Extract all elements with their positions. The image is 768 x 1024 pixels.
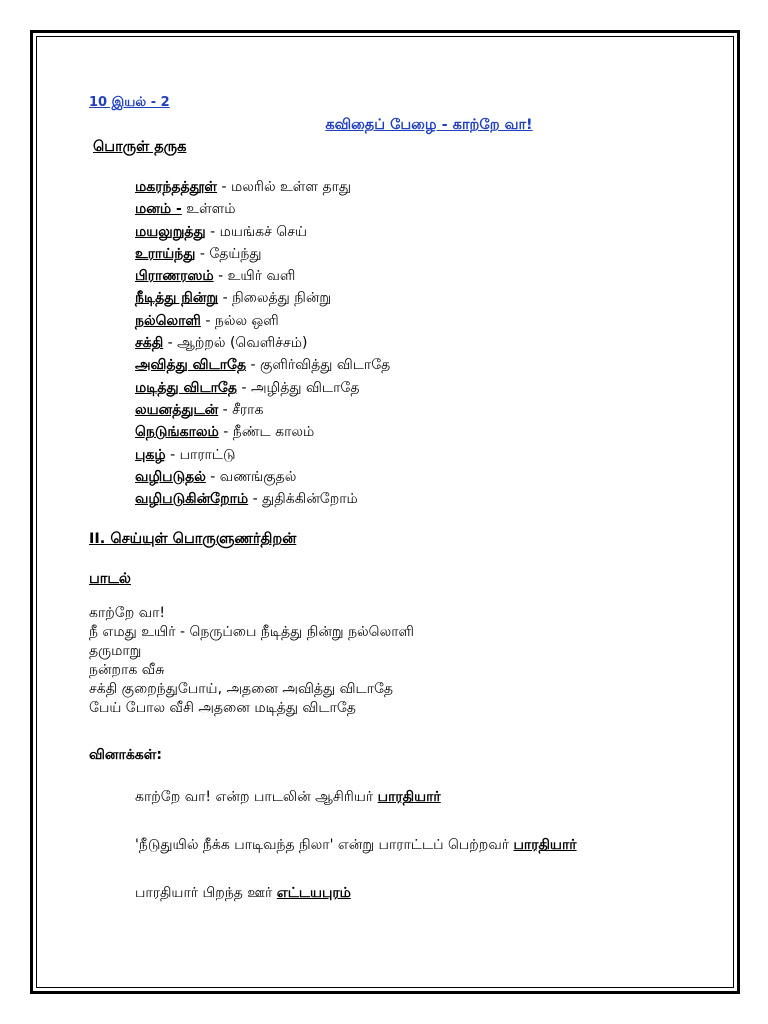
question-answer: பாரதியார் [513, 837, 577, 854]
vocab-meaning: - துதிக்கின்றோம் [248, 491, 358, 508]
vocab-item [135, 310, 709, 332]
comprehension-heading: II. செய்யுள் பொருளுணர்திறன் [89, 531, 297, 548]
poem-text [89, 604, 709, 718]
vocab-term: புகழ் [135, 446, 166, 463]
vocab-item [135, 421, 709, 443]
vocab-meaning: - நல்ல ஒளி [200, 312, 279, 329]
vocab-meaning: - நீண்ட காலம் [218, 424, 315, 441]
vocab-meaning: உள்ளம் [181, 201, 236, 218]
vocab-item [135, 377, 709, 399]
question-text: காற்றே வா! என்ற பாடலின் ஆசிரியர் [135, 789, 378, 806]
vocab-term: உராய்ந்து [135, 245, 196, 262]
vocab-item [135, 243, 709, 265]
vocab-item [135, 399, 709, 421]
vocab-item [135, 287, 709, 309]
questions-list [135, 786, 709, 930]
poem-line: சக்தி குறைந்துபோய், அதனை அவித்து விடாதே [89, 681, 394, 698]
vocabulary-list [89, 176, 709, 510]
vocab-meaning: - வணங்குதல் [205, 468, 297, 485]
lesson-label: 10 இயல் - 2 [89, 95, 170, 110]
question-item [135, 786, 709, 834]
vocab-meaning: - நிலைத்து நின்று [218, 290, 332, 307]
vocab-term: அவித்து விடாதே [135, 357, 247, 374]
questions-heading: வினாக்கள்: [89, 747, 162, 764]
vocab-meaning: - பாராட்டு [165, 446, 236, 463]
vocab-term: மயலுறுத்து [135, 223, 206, 240]
vocab-meaning: - குளிர்வித்து விடாதே [246, 357, 391, 374]
vocab-term: லயனத்துடன் [135, 401, 219, 418]
vocab-term: மகரந்தத்தூள் [135, 179, 218, 195]
vocab-term: மனம் - [135, 201, 182, 218]
vocab-item [135, 466, 709, 488]
vocab-term: வழிபடுதல் [135, 468, 206, 485]
vocab-meaning: - தேய்ந்து [195, 245, 262, 262]
meaning-heading: பொருள் தருக [93, 139, 187, 155]
document-title: கவிதைப் பேழை - காற்றே வா! [325, 117, 533, 133]
vocab-term: சக்தி [135, 335, 164, 352]
poem-line: காற்றே வா! [89, 605, 166, 622]
vocab-item [135, 176, 709, 198]
vocab-term: நல்லொளி [135, 312, 201, 329]
poem-line: நீ எமது உயிர் - நெருப்பை நீடித்து நின்று நல்லொளி [89, 624, 414, 641]
poem-line: பேய் போல வீசி அதனை மடித்து விடாதே [89, 700, 356, 717]
question-item [135, 834, 709, 882]
vocab-item [135, 221, 709, 243]
question-answer: பாரதியார் [377, 789, 441, 806]
vocab-term: வழிபடுகின்றோம் [135, 491, 249, 508]
vocab-item [135, 332, 709, 354]
vocab-item [135, 265, 709, 287]
poem-line: நன்றாக வீசு [89, 662, 165, 679]
vocab-item [135, 354, 709, 376]
vocab-meaning: - அழித்து விடாதே [237, 379, 360, 396]
question-text: பாரதியார் பிறந்த ஊர் [135, 885, 277, 902]
vocab-meaning: - மலரில் உள்ள தாது [217, 179, 352, 195]
vocab-term: மடித்து விடாதே [135, 379, 237, 396]
question-item [135, 882, 709, 930]
vocab-meaning: - சீராக [218, 401, 264, 418]
question-answer: எட்டயபுரம் [276, 885, 351, 902]
vocab-item [135, 488, 709, 510]
poem-line: தருமாறு [89, 643, 142, 660]
poem-heading: பாடல் [89, 571, 131, 588]
vocab-item [135, 444, 709, 466]
vocab-meaning: - மயங்கச் செய் [205, 223, 307, 240]
vocab-meaning: - உயிர் வளி [213, 268, 296, 285]
vocab-meaning: - ஆற்றல் (வெளிச்சம்) [163, 335, 308, 352]
question-text: 'நீடுதுயில் நீக்க பாடிவந்த நிலா' என்று பாராட்டப் பெற்றவர் [135, 837, 514, 854]
document-body [89, 92, 709, 930]
vocab-term: நீடித்து நின்று [135, 290, 219, 307]
vocab-term: நெடுங்காலம் [135, 424, 219, 441]
vocab-item [135, 198, 709, 220]
vocab-term: பிராணரஸம் [135, 268, 214, 285]
